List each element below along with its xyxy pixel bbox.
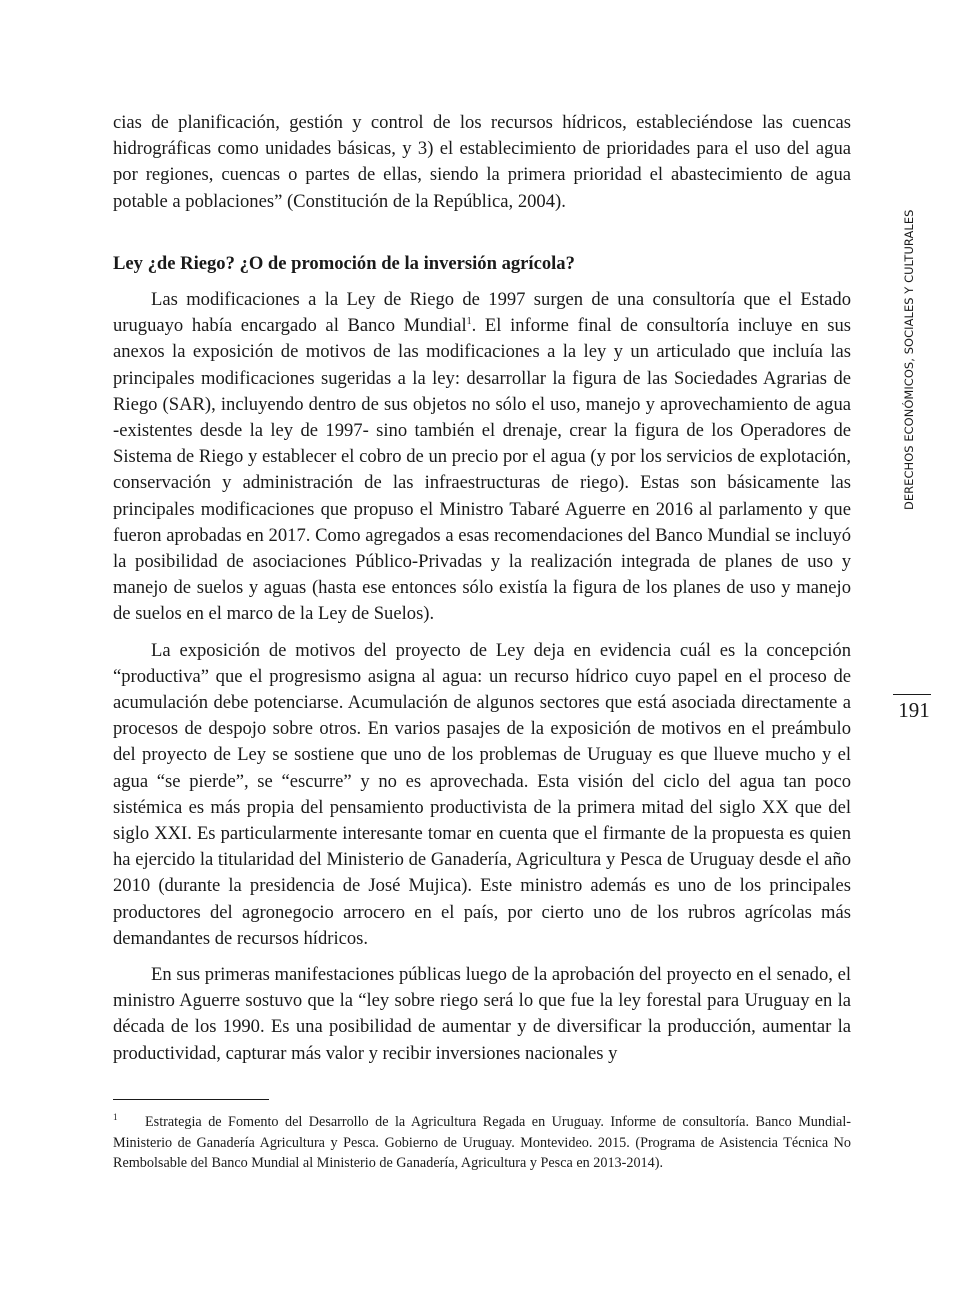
paragraph-1-text-b: . El informe final de consultoría incluye en sus anexos la exposición de motivos de las modificaciones a la ley y un articulado que incluía las principales modificaciones sugeridas a la ley: desarrollar la figura de las Sociedades Agrarias de Riego (SAR), incluyendo dentro de sus objetos no sólo el uso, manejo y aprovechamiento de agua -existentes desde la ley de 1997- sino también el drenaje, crear la figura de los Operadores de Sistema de Riego y establecer el cobro de un precio por el agua (y por los servicios de explotación, conservación y administración de las infraestructuras de riego). Estas son básicamente las principales modificaciones que propuso el Ministro Tabaré Aguerre en 2016 al parlamento y que fueron aprobadas en 2017. Como agregados a esas recomendaciones del Banco Mundial se incluyó la posibilidad de asociaciones Público-Privadas y la realización integrada de planes de uso y manejo de suelos y aguas (hasta ese entonces sólo existía la figura de los planes de uso y manejo de suelos en el marco de la Ley de Suelos). <box>113 315 852 625</box>
footnote: 1 Estrategia de Fomento del Desarrollo de la Agricultura Regada en Uruguay. Informe de consultoría. Banco Mundial-Ministerio de Ganadería Agricultura y Pesca. Gobierno de Uruguay. Montevideo. 2015. (Programa de Asistencia Técnica No Rembolsable del Banco Mundial al Ministerio de Ganadería, Agricultura y Pesca en 2013-2014). <box>113 1112 851 1171</box>
paragraph-1 <box>113 287 851 628</box>
footnote-reference[interactable]: 1 <box>466 316 472 328</box>
intro-paragraph-block <box>113 110 851 215</box>
intro-paragraph: cias de planificación, gestión y control de los recursos hídricos, estableciéndose las cuencas hidrográficas como unidades básicas, y 3) el establecimiento de prioridades para el uso del agua por regiones, cuencas o partes de ellas, siendo la primera prioridad el abastecimiento de agua potable a poblaciones” (Constitución de la República, 2004). <box>113 112 851 212</box>
footnote-text: Estrategia de Fomento del Desarrollo de la Agricultura Regada en Uruguay. Informe de consultoría. Banco Mundial-Ministerio de Ganadería Agricultura y Pesca. Gobierno de Uruguay. Montevideo. 2015. (Programa de Asistencia Técnica No Rembolsable del Banco Mundial al Ministerio de Ganadería, Agricultura y Pesca en 2013-2014). <box>113 1114 851 1171</box>
page-number-rule <box>893 694 931 695</box>
running-section-label-text: DERECHOS ECONÓMICOS, SOCIALES Y CULTURALES <box>902 209 916 510</box>
section-heading: Ley ¿de Riego? ¿O de promoción de la inversión agrícola? <box>113 253 575 274</box>
page-number: 191 <box>898 698 930 722</box>
paragraph-1-text-a: Las modificaciones a la Ley de Riego de 1997 surgen de una consultoría que el Estado uruguayo había encargado al Banco Mundial <box>113 289 851 337</box>
body-text <box>113 287 851 1077</box>
footnote-divider <box>113 1099 269 1100</box>
paragraph-3: En sus primeras manifestaciones públicas luego de la aprobación del proyecto en el senado, el ministro Aguerre sostuvo que la “ley sobre riego será lo que fue la ley forestal para Uruguay en la década de los 1990. Es una posibilidad de aumentar y de diversificar la producción, aumentar la productividad, capturar más valor y recibir inversiones nacionales y <box>113 964 851 1064</box>
paragraph-2: La exposición de motivos del proyecto de Ley deja en evidencia cuál es la concepción “productiva” que el progresismo asigna al agua: un recurso hídrico cuyo papel en el proceso de acumulación debe potenciarse. Acumulación de algunos sectores que está asociada directamente a procesos de despojo sobre otros. En varios pasajes de la exposición de motivos en el preámbulo del proyecto de Ley se sostiene que uno de los problemas de Uruguay es que llueve mucho y el agua “se pierde”, se “escurre” y no es aprovechada. Esta visión del ciclo del agua tan poco sistémica es más propia del pensamiento productivista de la primera mitad del siglo XX que del siglo XXI. Es particularmente interesante tomar en cuenta que el firmante de la propuesta es quien ha ejercido la titularidad del Ministerio de Ganadería, Agricultura y Pesca de Uruguay desde el año 2010 (durante la presidencia de José Mujica). Este ministro además es uno de los principales productores del agronegocio arrocero en el país, por cierto uno de los rubros agrícolas más demandantes de recursos hídricos. <box>113 639 851 949</box>
